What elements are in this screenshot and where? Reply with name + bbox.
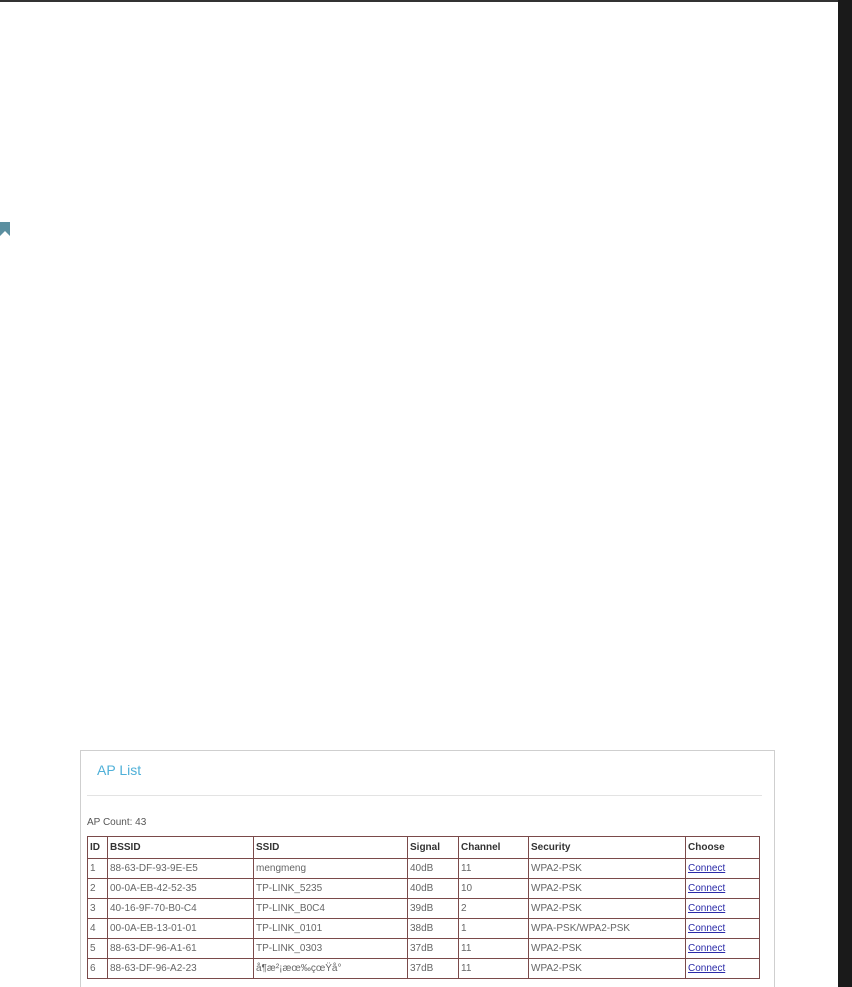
cell-security: WPA2-PSK	[529, 959, 686, 979]
table-row	[88, 919, 760, 939]
cell-security: WPA2-PSK	[529, 879, 686, 899]
connect-link[interactable]: Connect	[688, 903, 726, 914]
cell-signal: 40dB	[408, 859, 459, 879]
page-margin-bar	[838, 0, 852, 987]
cell-channel: 1	[459, 919, 529, 939]
ap-table	[87, 836, 760, 979]
table-row	[88, 899, 760, 919]
cell-bssid: 00-0A-EB-42-52-35	[108, 879, 254, 899]
cell-channel: 11	[459, 959, 529, 979]
cell-ssid: TP-LINK_0101	[254, 919, 408, 939]
cell-ssid: mengmeng	[254, 859, 408, 879]
cell-ssid: TP-LINK_0303	[254, 939, 408, 959]
cell-signal: 37dB	[408, 939, 459, 959]
cell-signal: 37dB	[408, 959, 459, 979]
cell-bssid: 88-63-DF-96-A2-23	[108, 959, 254, 979]
panel-title: AP List	[97, 762, 142, 778]
connect-link[interactable]: Connect	[688, 943, 726, 954]
column-header-security: Security	[529, 837, 686, 859]
table-row	[88, 859, 760, 879]
ap-list-panel	[80, 750, 775, 987]
cell-bssid: 88-63-DF-96-A1-61	[108, 939, 254, 959]
column-header-signal: Signal	[408, 837, 459, 859]
bookmark-icon	[0, 222, 10, 236]
cell-security: WPA2-PSK	[529, 899, 686, 919]
cell-choose	[686, 959, 760, 979]
column-header-ssid: SSID	[254, 837, 408, 859]
connect-link[interactable]: Connect	[688, 883, 726, 894]
cell-channel: 11	[459, 939, 529, 959]
column-header-choose: Choose	[686, 837, 760, 859]
cell-ssid: å¶æ²¡æœ‰çœŸå°	[254, 959, 408, 979]
connect-link[interactable]: Connect	[688, 863, 726, 874]
connect-link[interactable]: Connect	[688, 923, 726, 934]
cell-bssid: 40-16-9F-70-B0-C4	[108, 899, 254, 919]
cell-choose	[686, 919, 760, 939]
ap-count: AP Count: 43	[87, 817, 147, 828]
cell-choose	[686, 879, 760, 899]
cell-choose	[686, 859, 760, 879]
panel-divider	[87, 795, 762, 796]
cell-security: WPA-PSK/WPA2-PSK	[529, 919, 686, 939]
connect-link[interactable]: Connect	[688, 963, 726, 974]
cell-signal: 39dB	[408, 899, 459, 919]
column-header-id: ID	[88, 837, 108, 859]
table-row	[88, 939, 760, 959]
cell-ssid: TP-LINK_B0C4	[254, 899, 408, 919]
cell-security: WPA2-PSK	[529, 859, 686, 879]
cell-id: 2	[88, 879, 108, 899]
cell-id: 1	[88, 859, 108, 879]
cell-choose	[686, 939, 760, 959]
column-header-channel: Channel	[459, 837, 529, 859]
cell-channel: 2	[459, 899, 529, 919]
cell-id: 4	[88, 919, 108, 939]
cell-id: 6	[88, 959, 108, 979]
top-rule	[0, 0, 852, 2]
cell-id: 3	[88, 899, 108, 919]
cell-signal: 38dB	[408, 919, 459, 939]
table-header-row	[88, 837, 760, 859]
cell-id: 5	[88, 939, 108, 959]
cell-channel: 10	[459, 879, 529, 899]
cell-bssid: 00-0A-EB-13-01-01	[108, 919, 254, 939]
cell-bssid: 88-63-DF-93-9E-E5	[108, 859, 254, 879]
table-row	[88, 879, 760, 899]
column-header-bssid: BSSID	[108, 837, 254, 859]
cell-choose	[686, 899, 760, 919]
cell-ssid: TP-LINK_5235	[254, 879, 408, 899]
cell-signal: 40dB	[408, 879, 459, 899]
table-row	[88, 959, 760, 979]
cell-security: WPA2-PSK	[529, 939, 686, 959]
cell-channel: 11	[459, 859, 529, 879]
